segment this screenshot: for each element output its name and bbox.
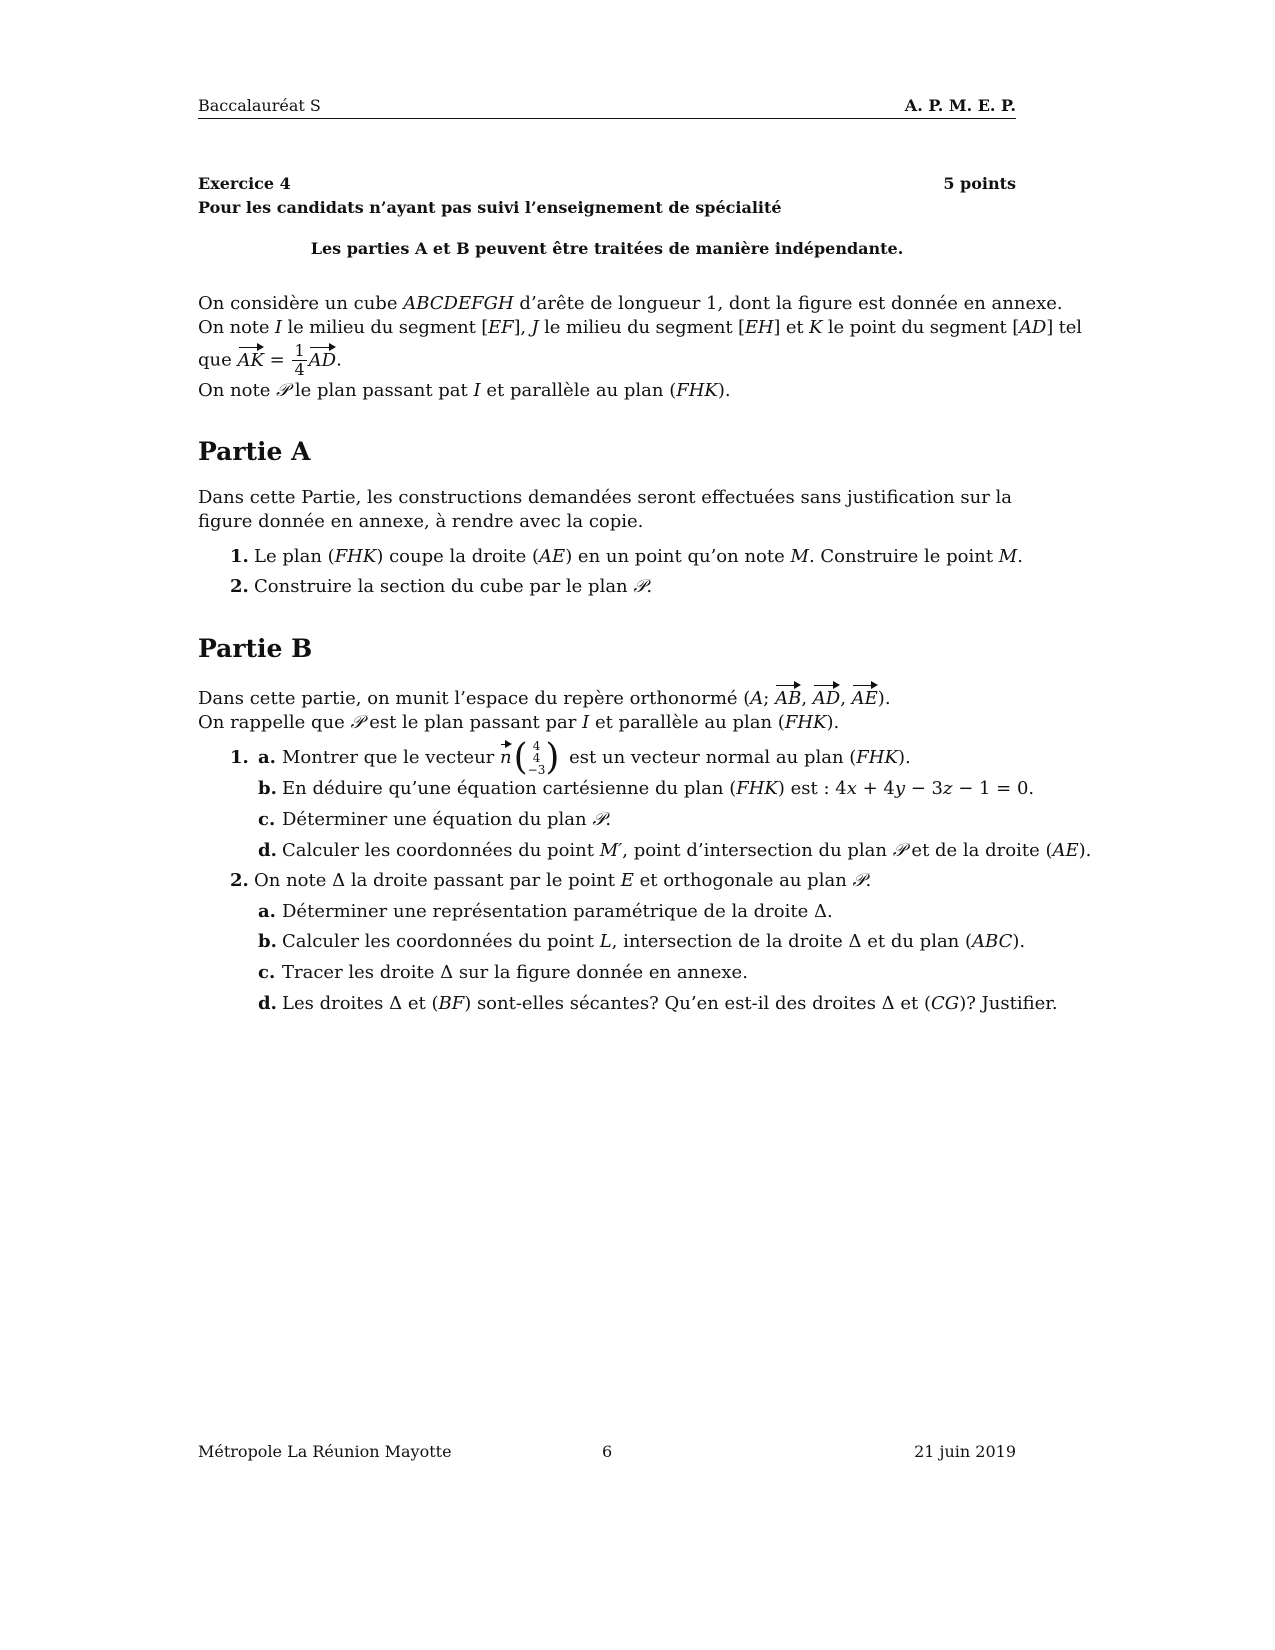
part-b-question-1d: d. Calculer les coordonnées du point M′, point d’intersection du plan 𝒫 et de la droite (AE). xyxy=(258,840,1092,861)
header-right: A. P. M. E. P. xyxy=(904,96,1016,115)
footer-date: 21 juin 2019 xyxy=(914,1442,1016,1461)
part-a-text: Dans cette Partie, les constructions demandées seront effectuées sans justification sur la figure donnée en annexe, à rendre avec la copie. xyxy=(198,487,1013,532)
part-b-line-2: On rappelle que 𝒫 est le plan passant par I et parallèle au plan (FHK). xyxy=(198,712,840,733)
part-b-question-1b: b. En déduire qu’une équation cartésienne du plan (FHK) est : 4x + 4y − 3z − 1 = 0. xyxy=(258,778,1035,799)
part-b-question-2a: a. Déterminer une représentation paramétrique de la droite Δ. xyxy=(258,901,833,922)
exercise-note: Les parties A et B peuvent être traitées de manière indépendante. xyxy=(310,239,904,258)
exercise-title: Exercice 4 xyxy=(198,174,291,193)
footer-left: Métropole La Réunion Mayotte xyxy=(198,1442,452,1461)
part-b-question-2c: c. Tracer les droite Δ sur la figure donnée en annexe. xyxy=(258,962,748,983)
intro-line-1: On considère un cube ABCDEFGH d’arête de longueur 1, dont la figure est donnée en annexe. xyxy=(198,293,1063,314)
vector-AD: AD xyxy=(309,345,336,373)
vector-n: n xyxy=(500,742,512,770)
part-a-title: Partie A xyxy=(198,437,311,466)
vector-AB: AB xyxy=(775,683,801,711)
part-a-question-2: 2. Construire la section du cube par le plan 𝒫. xyxy=(230,576,653,597)
part-b-question-2b: b. Calculer les coordonnées du point L, intersection de la droite Δ et du plan (ABC). xyxy=(258,931,1026,952)
header-rule xyxy=(198,118,1016,119)
intro-paragraph xyxy=(198,292,1082,403)
page xyxy=(198,0,1092,1650)
part-b-question-2d: d. Les droites Δ et (BF) sont-elles sécantes? Qu’en est-il des droites Δ et (CG)? Justifier. xyxy=(258,993,1058,1014)
part-a-question-1: 1. Le plan (FHK) coupe la droite (AE) en un point qu’on note M. Construire le point M. xyxy=(230,546,1023,567)
fraction-one-quarter: $\frac{1}{4}$ xyxy=(294,341,305,379)
vector-AD-basis: AD xyxy=(813,683,840,711)
header-left: Baccalauréat S xyxy=(198,96,321,115)
part-b-title: Partie B xyxy=(198,634,313,663)
vector-AE: AE xyxy=(852,683,878,711)
exercise-subtitle: Pour les candidats n’ayant pas suivi l’enseignement de spécialité xyxy=(198,198,782,217)
intro-line-4: On note 𝒫 le plan passant pat I et parallèle au plan (FHK). xyxy=(198,380,731,401)
part-b-question-1c: c. Déterminer une équation du plan 𝒫. xyxy=(258,809,612,830)
vector-AK: AK xyxy=(238,345,264,373)
exercise-heading xyxy=(198,172,1016,220)
normal-vector-coordinates: ( 4 4 −3 ) xyxy=(513,737,560,778)
part-b-question-1a: 1. a. Montrer que le vecteur n( 4 4 −3 ) est un vecteur normal au plan (FHK). xyxy=(230,737,911,778)
part-b-line-1: Dans cette partie, on munit l’espace du repère orthonormé (A; AB, AD, AE). xyxy=(198,683,1016,711)
intro-line-2: On note I le milieu du segment [EF], J le milieu du segment [EH] et K le point du segment [AD] tel xyxy=(198,317,1082,338)
part-b-question-2: 2. On note Δ la droite passant par le point E et orthogonale au plan 𝒫. xyxy=(230,870,872,891)
page-header xyxy=(198,96,1016,120)
page-number: 6 xyxy=(602,1442,613,1461)
part-b-intro xyxy=(198,683,1016,735)
intro-line-3: que AK = $\frac{1}{4}$ AD. xyxy=(198,341,342,379)
exercise-points: 5 points xyxy=(943,174,1016,193)
